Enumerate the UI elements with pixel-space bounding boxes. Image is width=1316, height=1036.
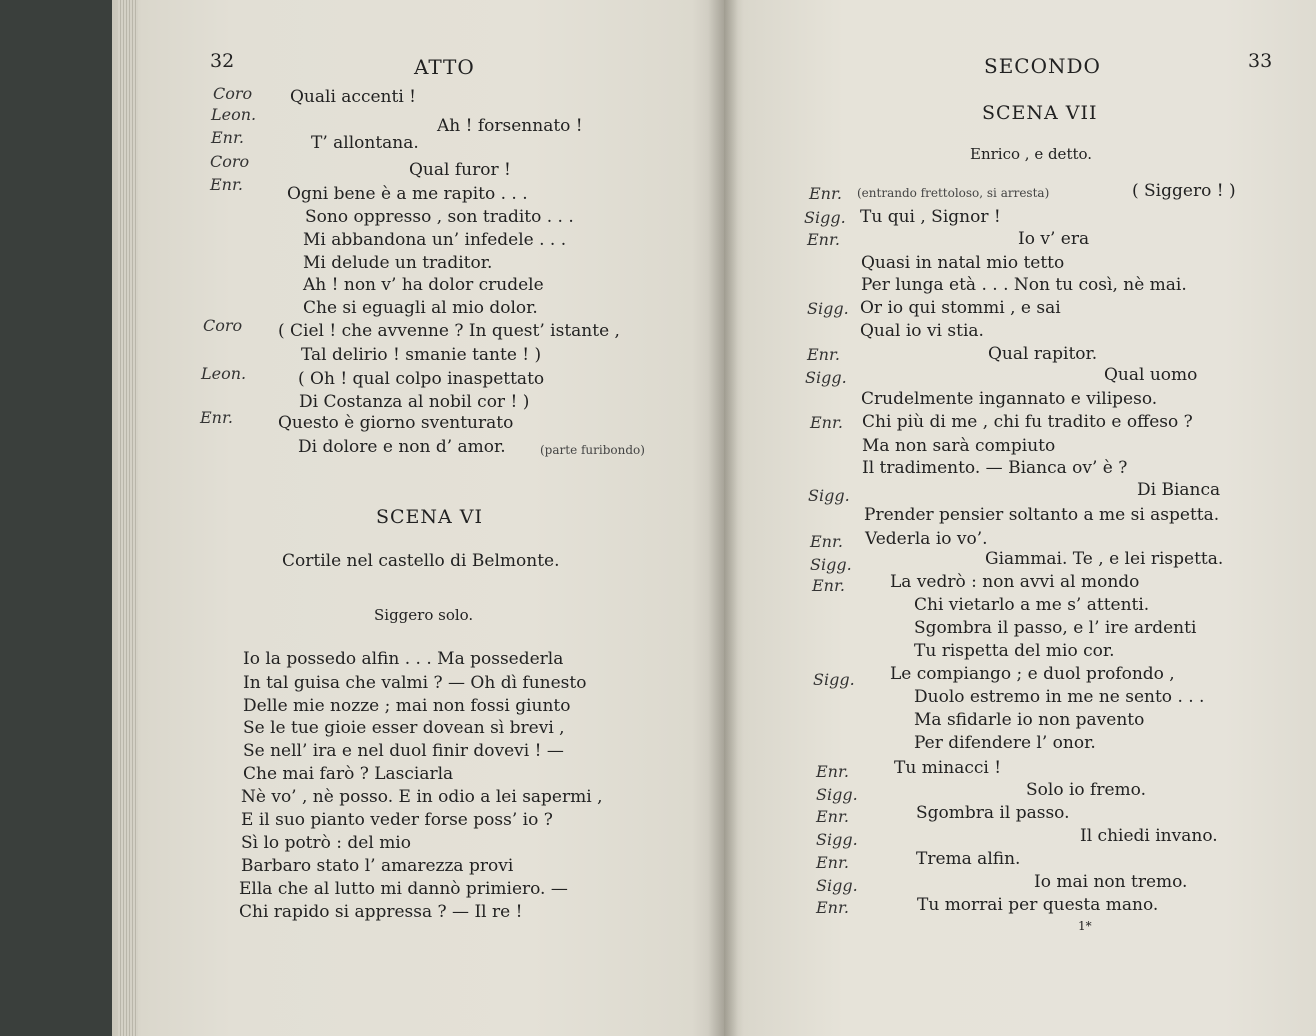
dialogue-line: Ogni bene è a me rapito . . . <box>287 184 528 204</box>
page-edges <box>118 0 138 1036</box>
right-page <box>724 0 1316 1036</box>
speaker: Enr. <box>809 184 842 203</box>
dialogue-line: Di Costanza al nobil cor ! ) <box>299 392 530 412</box>
dialogue-line: Duolo estremo in me ne sento . . . <box>914 687 1205 707</box>
dialogue-line: Chi vietarlo a me s’ attenti. <box>914 595 1150 615</box>
dialogue-line: Ah ! non v’ ha dolor crudele <box>303 275 544 295</box>
speaker: Leon. <box>211 105 257 124</box>
dialogue-line: Sgombra il passo. <box>916 803 1070 823</box>
speaker: Sigg. <box>813 670 855 689</box>
dialogue-line: La vedrò : non avvi al mondo <box>890 572 1140 592</box>
speaker: Enr. <box>210 175 243 194</box>
dialogue-line: Che si eguagli al mio dolor. <box>303 298 538 318</box>
scene-character: Enrico , e detto. <box>970 145 1093 163</box>
left-page <box>112 0 724 1036</box>
dialogue-line: Di Bianca <box>1137 480 1221 500</box>
speaker: Enr. <box>807 345 840 364</box>
monologue-line: Che mai farò ? Lasciarla <box>243 764 454 784</box>
monologue-line: Ella che al lutto mi dannò primiero. — <box>239 879 568 899</box>
dialogue-line: Solo io fremo. <box>1026 780 1146 800</box>
dialogue-line: Sono oppresso , son tradito . . . <box>305 207 574 227</box>
speaker: Leon. <box>201 364 247 383</box>
dialogue-line: Quali accenti ! <box>290 87 416 107</box>
speaker: Coro <box>210 152 250 171</box>
speaker: Sigg. <box>816 876 858 895</box>
dialogue-line: Mi delude un traditor. <box>303 253 493 273</box>
right-running-header: SECONDO <box>984 54 1101 78</box>
dialogue-line: Tu qui , Signor ! <box>860 207 1001 227</box>
speaker: Enr. <box>816 762 849 781</box>
monologue-line: E il suo pianto veder forse poss’ io ? <box>241 810 553 830</box>
monologue-line: Sì lo potrò : del mio <box>241 833 411 853</box>
speaker: Sigg. <box>805 368 847 387</box>
speaker: Sigg. <box>816 830 858 849</box>
dialogue-line: Giammai. Te , e lei rispetta. <box>985 549 1224 569</box>
dialogue-line: Questo è giorno sventurato <box>278 413 514 433</box>
speaker: Enr. <box>812 576 845 595</box>
dialogue-line: ( Oh ! qual colpo inaspettato <box>298 369 545 389</box>
right-page-number: 33 <box>1248 50 1273 72</box>
speaker: Coro <box>203 316 243 335</box>
dialogue-line: Qual furor ! <box>409 160 511 180</box>
monologue-line: Se nell’ ira e nel duol finir dovevi ! — <box>243 741 564 761</box>
left-page-number: 32 <box>210 50 235 72</box>
dialogue-line: Qual rapitor. <box>988 344 1098 364</box>
dialogue-line: Tu rispetta del mio cor. <box>914 641 1115 661</box>
dialogue-line: Le compiango ; e duol profondo , <box>890 664 1175 684</box>
monologue-line: Io la possedo alfin . . . Ma possederla <box>243 649 564 669</box>
dialogue-line: ( Ciel ! che avvenne ? In quest’ istante , <box>278 321 620 341</box>
dialogue-line: Quasi in natal mio tetto <box>861 253 1065 273</box>
dialogue-line: T’ allontana. <box>311 133 419 153</box>
dialogue-line: Tu morrai per questa mano. <box>917 895 1159 915</box>
monologue-line: Se le tue gioie esser dovean sì brevi , <box>243 718 565 738</box>
stage-direction: (parte furibondo) <box>540 443 645 457</box>
dialogue-line: Crudelmente ingannato e vilipeso. <box>861 389 1158 409</box>
dialogue-line: Mi abbandona un’ infedele . . . <box>303 230 567 250</box>
dialogue-line: Tu minacci ! <box>894 758 1002 778</box>
speaker: Sigg. <box>808 486 850 505</box>
dialogue-line: Tal delirio ! smanie tante ! ) <box>301 345 542 365</box>
dialogue-line: Il tradimento. — Bianca ov’ è ? <box>862 458 1128 478</box>
dialogue-line: Qual uomo <box>1104 365 1198 385</box>
speaker: Enr. <box>816 898 849 917</box>
speaker: Enr. <box>200 408 233 427</box>
dialogue-line: Chi più di me , chi fu tradito e offeso ? <box>862 412 1193 432</box>
scene-title: SCENA VI <box>376 506 484 528</box>
dialogue-line: Qual io vi stia. <box>860 321 984 341</box>
speaker: Enr. <box>807 230 840 249</box>
stage-direction: (entrando frettoloso, si arresta) <box>857 186 1050 200</box>
monologue-line: Chi rapido si appressa ? — Il re ! <box>239 902 523 922</box>
dialogue-line: Il chiedi invano. <box>1080 826 1218 846</box>
dialogue-line: Vederla io vo’. <box>865 529 988 549</box>
speaker: Sigg. <box>810 555 852 574</box>
monologue-line: In tal guisa che valmi ? — Oh dì funesto <box>243 673 587 693</box>
dialogue-line: Ah ! forsennato ! <box>437 116 583 136</box>
monologue-line: Nè vo’ , nè posso. E in odio a lei sapermi , <box>241 787 603 807</box>
scene-setting: Cortile nel castello di Belmonte. <box>282 551 560 571</box>
left-running-header: ATTO <box>414 55 475 79</box>
dialogue-line: Io v’ era <box>1018 229 1090 249</box>
speaker: Sigg. <box>807 299 849 318</box>
speaker: Sigg. <box>816 785 858 804</box>
scene-title: SCENA VII <box>982 102 1098 124</box>
dialogue-line: ( Siggero ! ) <box>1132 181 1236 201</box>
dialogue-line: Trema alfin. <box>916 849 1021 869</box>
dialogue-line: Ma non sarà compiuto <box>862 436 1056 456</box>
signature-mark: 1* <box>1078 919 1092 933</box>
dialogue-line: Sgombra il passo, e l’ ire ardenti <box>914 618 1197 638</box>
dialogue-line: Per lunga età . . . Non tu così, nè mai. <box>861 275 1187 295</box>
dialogue-line: Or io qui stommi , e sai <box>860 298 1061 318</box>
dialogue-line: Ma sfidarle io non pavento <box>914 710 1145 730</box>
book-binding <box>0 0 112 1036</box>
speaker: Enr. <box>816 853 849 872</box>
scene-character: Siggero solo. <box>374 606 474 624</box>
dialogue-line: Per difendere l’ onor. <box>914 733 1096 753</box>
speaker: Enr. <box>810 532 843 551</box>
speaker: Coro <box>213 84 253 103</box>
speaker: Sigg. <box>804 208 846 227</box>
speaker: Enr. <box>810 413 843 432</box>
dialogue-line: Io mai non tremo. <box>1034 872 1188 892</box>
monologue-line: Delle mie nozze ; mai non fossi giunto <box>243 696 571 716</box>
page-gutter <box>708 0 738 1036</box>
speaker: Enr. <box>211 128 244 147</box>
monologue-line: Barbaro stato l’ amarezza provi <box>241 856 514 876</box>
dialogue-line: Prender pensier soltanto a me si aspetta. <box>864 505 1220 525</box>
dialogue-line: Di dolore e non d’ amor. <box>298 437 506 457</box>
speaker: Enr. <box>816 807 849 826</box>
